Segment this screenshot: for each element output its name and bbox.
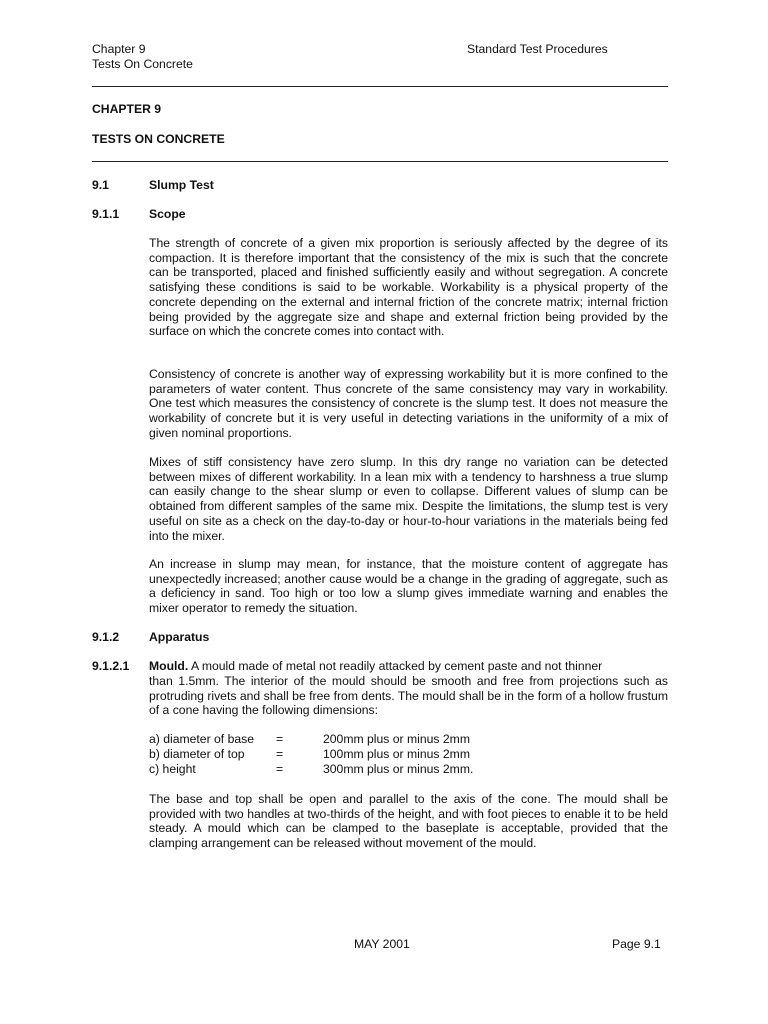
- subsection-title: Apparatus: [149, 630, 210, 644]
- paragraph: An increase in slump may mean, for instance, that the moisture content of aggregate has unexpectedly increased; another cause would be a change in the grading of aggregate, such as a deficiency in sand. Too high or too low a slump gives immediate warning and enables the mixer operator to remedy the situation.: [149, 557, 668, 616]
- dimension-value: 300mm plus or minus 2mm.: [323, 762, 474, 776]
- dimension-value: 200mm plus or minus 2mm: [323, 732, 470, 746]
- header-chapter: Chapter 9: [92, 42, 146, 56]
- paragraph: Mixes of stiff consistency have zero slump. In this dry range no variation can be detected between mixes of different workability. In a lean mix with a tendency to harshness a true slump can easily change to the shear slump or even to collapse. Different values of slump can be obtained from different samples of the same mix. Despite the limitations, the slump test is very useful on site as a check on the day-to-day or hour-to-hour variations in the materials being fed into the mixer.: [149, 455, 668, 543]
- paragraph: Consistency of concrete is another way of expressing workability but it is more confined to the parameters of water content. Thus concrete of the same consistency may vary in workability. One test which measures the consistency of concrete is the slump test. It does not measure the workability of concrete but it is very useful in detecting variations in the uniformity of a mix of given nominal proportions.: [149, 367, 668, 440]
- subsection-number: 9.1.1: [92, 207, 120, 221]
- paragraph: The strength of concrete of a given mix proportion is seriously affected by the degree of its compaction. It is therefore important that the consistency of the mix is such that the concrete can be transported, placed and finished sufficiently easily and without segregation. A concrete satisfying these conditions is said to be workable. Workability is a physical property of the concrete depending on the external and internal friction of the concrete matrix; internal friction being provided by the aggregate size and shape and external friction being provided by the surface on which the concrete comes into contact with.: [149, 236, 668, 339]
- dimension-row: [149, 762, 569, 777]
- chapter-title: TESTS ON CONCRETE: [92, 132, 225, 146]
- dimension-list: [149, 732, 569, 777]
- dimension-label: c) height: [149, 762, 196, 776]
- subsection-number: 9.1.2: [92, 630, 120, 644]
- section-title: Slump Test: [149, 178, 214, 192]
- dimension-row: [149, 747, 569, 762]
- dimension-equals: =: [276, 762, 284, 776]
- header-rule: [92, 86, 668, 87]
- chapter-rule: [92, 161, 668, 162]
- paragraph: The base and top shall be open and parallel to the axis of the cone. The mould shall be provided with two handles at two-thirds of the height, and with foot pieces to enable it to be held steady. A mould which can be clamped to the baseplate is acceptable, provided that the clamping arrangement can be released without movement of the mould.: [149, 792, 668, 851]
- subsection-title: Scope: [149, 207, 186, 221]
- mould-clause-lead: [92, 659, 668, 674]
- clause-keyword: Mould.: [149, 659, 189, 673]
- clause-number: 9.1.2.1: [92, 659, 130, 673]
- header-right: Standard Test Procedures: [467, 42, 608, 56]
- clause-first-line: A mould made of metal not readily attacked by cement paste and not thinner: [188, 659, 603, 673]
- chapter-heading: CHAPTER 9: [92, 102, 162, 116]
- dimension-row: [149, 732, 569, 747]
- section-number: 9.1: [92, 178, 109, 192]
- dimension-equals: =: [276, 747, 284, 761]
- dimension-equals: =: [276, 732, 284, 746]
- footer-date: MAY 2001: [354, 937, 410, 951]
- footer-page-number: Page 9.1: [612, 937, 661, 951]
- dimension-label: b) diameter of top: [149, 747, 245, 761]
- dimension-value: 100mm plus or minus 2mm: [323, 747, 470, 761]
- mould-clause-body: than 1.5mm. The interior of the mould should be smooth and free from projections such as protruding rivets and shall be free from dents. The mould shall be in the form of a hollow frustum of a cone having the following dimensions:: [149, 674, 668, 718]
- dimension-label: a) diameter of base: [149, 732, 255, 746]
- running-header-left: [92, 42, 193, 72]
- header-subtitle: Tests On Concrete: [92, 57, 193, 71]
